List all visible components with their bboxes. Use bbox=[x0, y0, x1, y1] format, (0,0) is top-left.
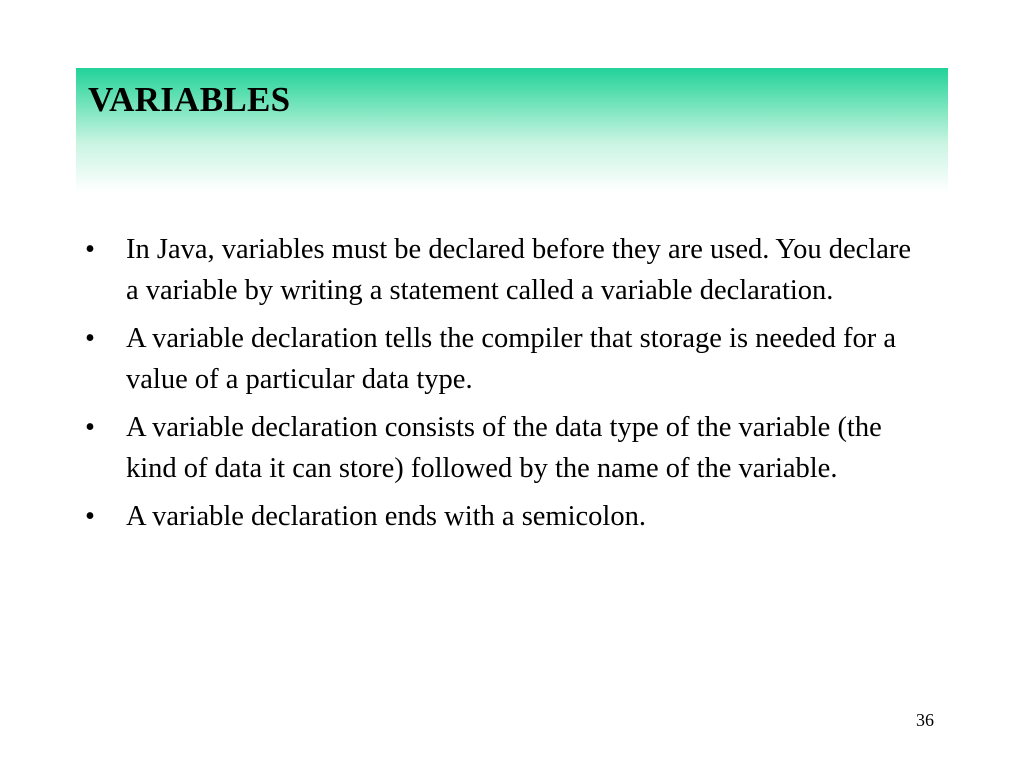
bullet-text: A variable declaration tells the compiler that storage is needed for a value of a particular data type. bbox=[126, 323, 896, 395]
bullet-item bbox=[85, 408, 925, 489]
bullet-icon: • bbox=[85, 234, 95, 265]
page-number: 36 bbox=[916, 710, 934, 730]
bullet-text: In Java, variables must be declared before they are used. You declare a variable by writing a statement called a variable declaration. bbox=[126, 234, 912, 306]
bullet-icon: • bbox=[85, 323, 95, 354]
bullet-list bbox=[85, 230, 925, 546]
bullet-item bbox=[85, 497, 925, 538]
bullet-item bbox=[85, 230, 925, 311]
bullet-icon: • bbox=[85, 501, 95, 532]
bullet-text: A variable declaration ends with a semicolon. bbox=[126, 501, 646, 532]
title-banner bbox=[76, 68, 948, 192]
bullet-icon: • bbox=[85, 412, 95, 443]
bullet-text: A variable declaration consists of the data type of the variable (the kind of data it can store) followed by the name of the variable. bbox=[126, 412, 882, 484]
bullet-item bbox=[85, 319, 925, 400]
slide-title: VARIABLES bbox=[88, 80, 291, 119]
